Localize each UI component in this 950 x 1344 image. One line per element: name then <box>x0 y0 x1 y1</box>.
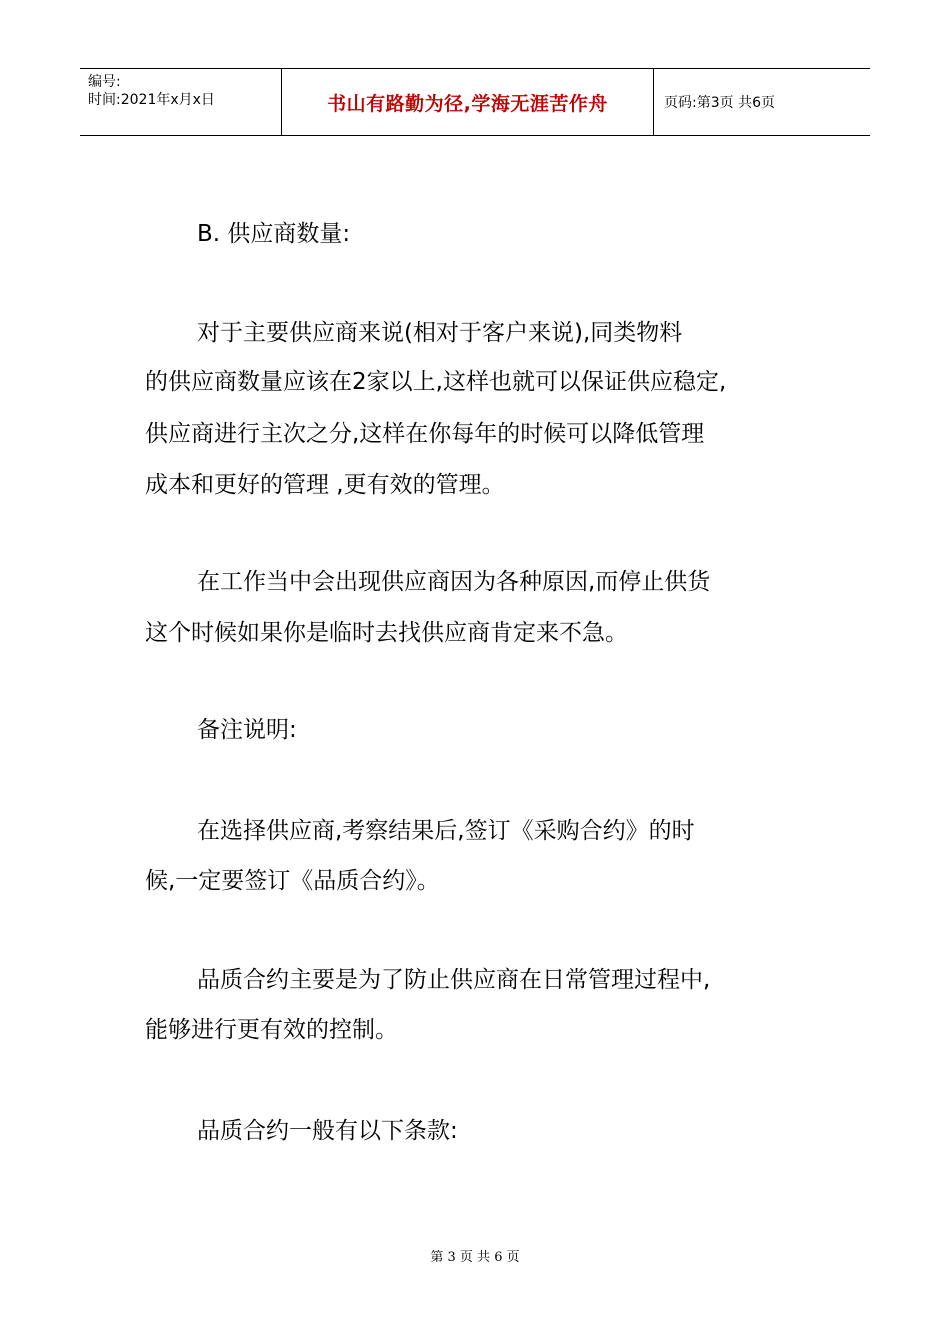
paragraph-line: 成本和更好的管理 ,更有效的管理。 <box>145 472 505 498</box>
paragraph-line: 品质合约一般有以下条款: <box>197 1118 458 1144</box>
date-label: 时间:2021年x月x日 <box>88 92 215 108</box>
paragraph-line: 供应商进行主次之分,这样在你每年的时候可以降低管理 <box>145 421 705 447</box>
section-title: B. 供应商数量: <box>197 221 351 247</box>
header-meta-cell <box>80 69 282 135</box>
paragraph-line: 的供应商数量应该在2家以上,这样也就可以保证供应稳定, <box>145 369 727 395</box>
motto-text: 书山有路勤为径,学海无涯苦作舟 <box>327 92 608 115</box>
page-footer: 第 3 页 共 6 页 <box>430 1250 520 1265</box>
header-motto-cell <box>282 69 654 135</box>
header-page-cell <box>654 69 870 135</box>
header-page-label: 页码:第3页 共6页 <box>664 95 775 111</box>
paragraph-line: 在工作当中会出现供应商因为各种原因,而停止供货 <box>197 569 711 595</box>
paragraph-line: 候,一定要签订《品质合约》。 <box>145 868 440 894</box>
document-header <box>80 68 870 136</box>
paragraph-line: 在选择供应商,考察结果后,签订《采购合约》的时 <box>197 818 695 844</box>
serial-number-label: 编号: <box>88 74 121 90</box>
paragraph-line: 对于主要供应商来说(相对于客户来说),同类物料 <box>197 320 683 346</box>
paragraph-line: 品质合约主要是为了防止供应商在日常管理过程中, <box>197 967 711 993</box>
paragraph-line: 能够进行更有效的控制。 <box>145 1017 398 1043</box>
note-title: 备注说明: <box>197 717 297 743</box>
paragraph-line: 这个时候如果你是临时去找供应商肯定来不急。 <box>145 620 628 646</box>
